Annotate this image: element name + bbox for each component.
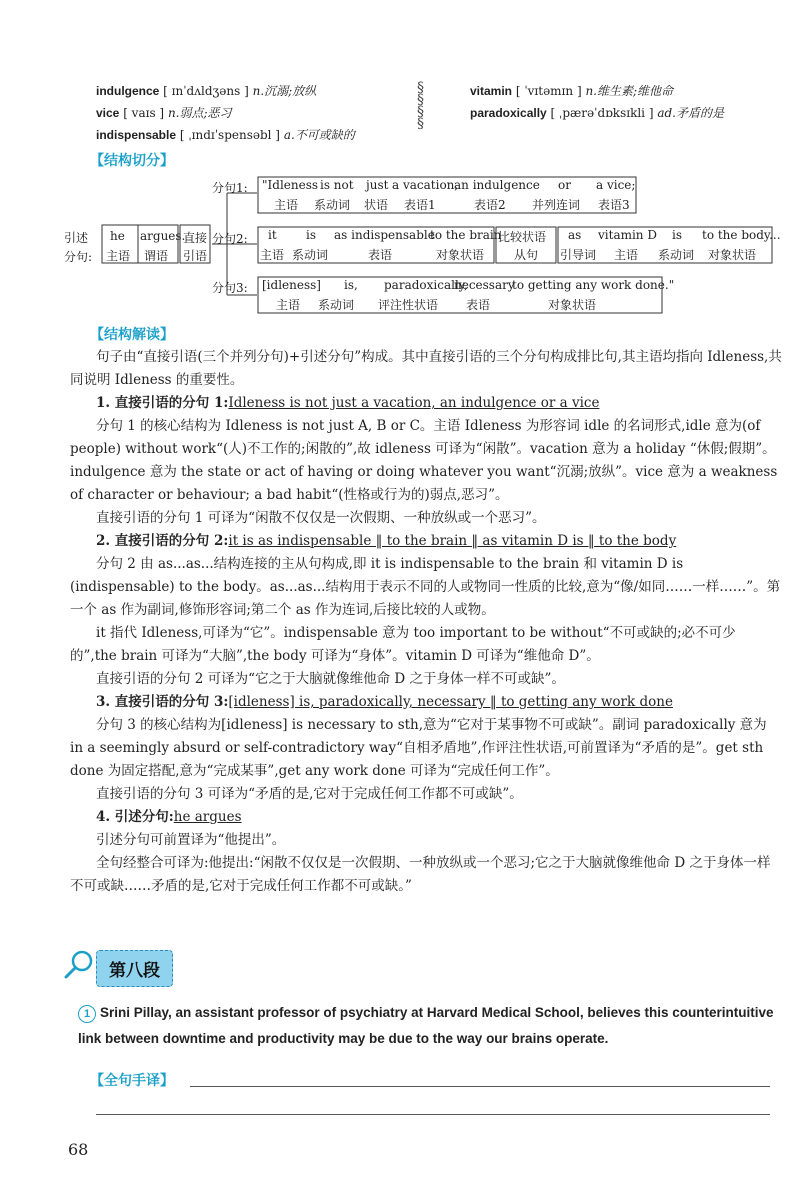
section-title-structure: 【结构切分】 [90,152,174,168]
vocab-item: indulgence [ ɪnˈdʌldʒəns ] n.沉溺;放纵 [96,84,317,98]
diagram-word: a vice; [596,178,636,192]
diagram-role: 对象状语 [708,248,757,262]
page-number: 68 [68,1140,89,1159]
diagram-role: 表语2 [474,198,506,212]
sentence-number: 1 [78,1005,96,1023]
diagram-word: just [366,178,389,192]
lead-label: 引述 [64,231,89,245]
diagram-role: 直接 [183,231,208,245]
diagram-word: necessary [454,278,515,292]
diagram-word: to the body... [702,228,781,242]
section-title-translate: 【全句手译】 [90,1072,174,1088]
diagram-role: 主语 [106,249,131,263]
diagram-word: is, [344,278,358,292]
diagram-role: 对象状语 [436,248,485,262]
diagram-role: 对象状语 [548,298,597,312]
diagram-word: an indulgence [454,178,540,192]
diagram-role: 系动词 [292,248,329,262]
diagram-role: 表语3 [598,198,630,212]
magnifier-icon [62,948,96,989]
diagram-word: is [306,228,316,242]
diagram-word: is not [320,178,354,192]
diagram-role: 主语 [614,248,639,262]
vocab-item: indispensable [ ˌɪndɪˈspensəbl ] a.不可或缺的 [96,128,355,142]
diagram-role: 主语 [260,248,285,262]
diagram-role: 状语 [364,198,389,212]
diagram-role: 主语 [274,198,299,212]
diagram-word: [idleness] [262,278,321,292]
diagram-role: 表语1 [404,198,436,212]
diagram-word: to getting any work done." [512,278,675,292]
clause-label: 分句1: [212,181,248,195]
body-text: 句子由“直接引语(三个并列分句)+引述分句”构成。其中直接引语的三个分句构成排比句,其主语均指向 Idleness,共同说明 Idleness 的重要性。 1. 直接引语的分句 1:Idleness is not just a vacation, an indulgence or a vice 分句 1 的核心结构为 Idleness is not just A, B or C。主语 Idleness 为形容词 idle 的名词形式,idle 意为(of people) without work“(人)不工作的;闲散的”,故 idleness 可译为“闲散”。vacation 意为 a holiday “休假;假期”。indulgence 意为 the state or act of having or doing whatever you want“沉溺;放纵”。vice 意为 a weakness of character or behaviour; a bad habit“(性格或行为的)弱点,恶习”。 直接引语的分句 1 可译为“闲散不仅仅是一次假期、一种放纵或一个恶习”。 2. 直接引语的分句 2:it is as indispensable ‖ to the brain ‖ as vitamin D is ‖ to the body 分句 2 由 as...as...结构连接的主从句构成,即 it is indispensable to the brain 和 vitamin D is (indispensable) to the body。as...as...结构用于表示不同的人或物同一性质的比较,意为“像/如同……一样……”。第一个 as 作为副词,修饰形容词;第二个 as 作为连词,后接比较的人或物。 it 指代 Idleness,可译为“它”。indispensable 意为 too important to be without“不可或缺的;必不可少的”,the brain 可译为“大脑”,the body 可译为“身体”。vitamin D 可译为“维他命 D”。 直接引语的分句 2 可译为“它之于大脑就像维他命 D 之于身体一样不可或缺”。 3. 直接引语的分句 3:[idleness] is, paradoxically, necessary ‖ to getting any work done 分句 3 的核心结构为[idleness] is necessary to sth,意为“它对于某事物不可或缺”。副词 paradoxically 意为 in a seemingly absurd or self-contradictory way“自相矛盾地”,作评注性状语,可前置译为“矛盾的是”。get sth done 为固定搭配,意为“完成某事”,get any work done 可译为“完成任何工作”。 直接引语的分句 3 可译为“矛盾的是,它对于完成任何工作都不可或缺”。 4. 引述分句:he argues 引述分句可前置译为“他提出”。 全句经整合可译为:他提出:“闲散不仅仅是一次假期、一种放纵或一个恶习;它之于大脑就像维他命 D 之于身体一样不可或缺……矛盾的是,它对于完成任何工作都不可或缺。” [70,349,782,894]
diagram-word: is [672,228,682,242]
answer-line[interactable] [96,1114,770,1115]
diagram-word: he [110,229,125,243]
diagram-role: 引导词 [560,248,597,262]
diagram-role: 从句 [514,248,539,262]
vocab-item: vitamin [ ˈvɪtəmɪn ] n.维生素;维他命 [470,84,674,98]
diagram-role: 并列连词 [532,198,581,212]
diagram-word: it [268,228,277,242]
diagram-role: 引语 [183,249,208,263]
diagram-word: vitamin D [598,228,657,242]
wavy-separator-icon: § § § § [417,80,424,132]
diagram-role: 评注性状语 [378,298,439,312]
diagram-word: 比较状语 [498,230,547,244]
diagram-word: "Idleness [262,178,319,192]
diagram-word: to the brain [430,228,502,242]
diagram-role: 表语 [466,298,491,312]
diagram-word: paradoxically, [384,278,468,292]
diagram-word: as indispensable [334,228,435,242]
clause-label: 分句3: [212,281,248,295]
diagram-role: 表语 [368,248,393,262]
source-sentence: 1 Srini Pillay, an assistant professor of psychiatry at Harvard Medical School, believes this counterintuitive link between downtime and productivity may be due to the way our brains operate. [78,1005,774,1046]
structure-diagram [62,175,782,320]
diagram-role: 谓语 [144,249,169,263]
diagram-word: or [558,178,571,192]
vocab-item: vice [ vaɪs ] n.弱点;恶习 [96,106,232,120]
vocab-item: paradoxically [ ˌpærəˈdɒksɪkli ] ad.矛盾的是 [470,106,724,120]
diagram-role: 系动词 [658,248,695,262]
diagram-role: 系动词 [314,198,351,212]
diagram-role: 系动词 [318,298,355,312]
diagram-word: a vacation, [392,178,459,192]
diagram-word: as [568,228,582,242]
clause-label: 分句2: [212,232,248,246]
section-title-analysis: 【结构解读】 [90,326,174,342]
paragraph-heading: 第八段 [96,950,173,987]
diagram-word: argues. [140,229,186,243]
answer-line[interactable] [190,1086,770,1087]
diagram-role: 主语 [276,298,301,312]
lead-label: 分句: [64,250,93,264]
